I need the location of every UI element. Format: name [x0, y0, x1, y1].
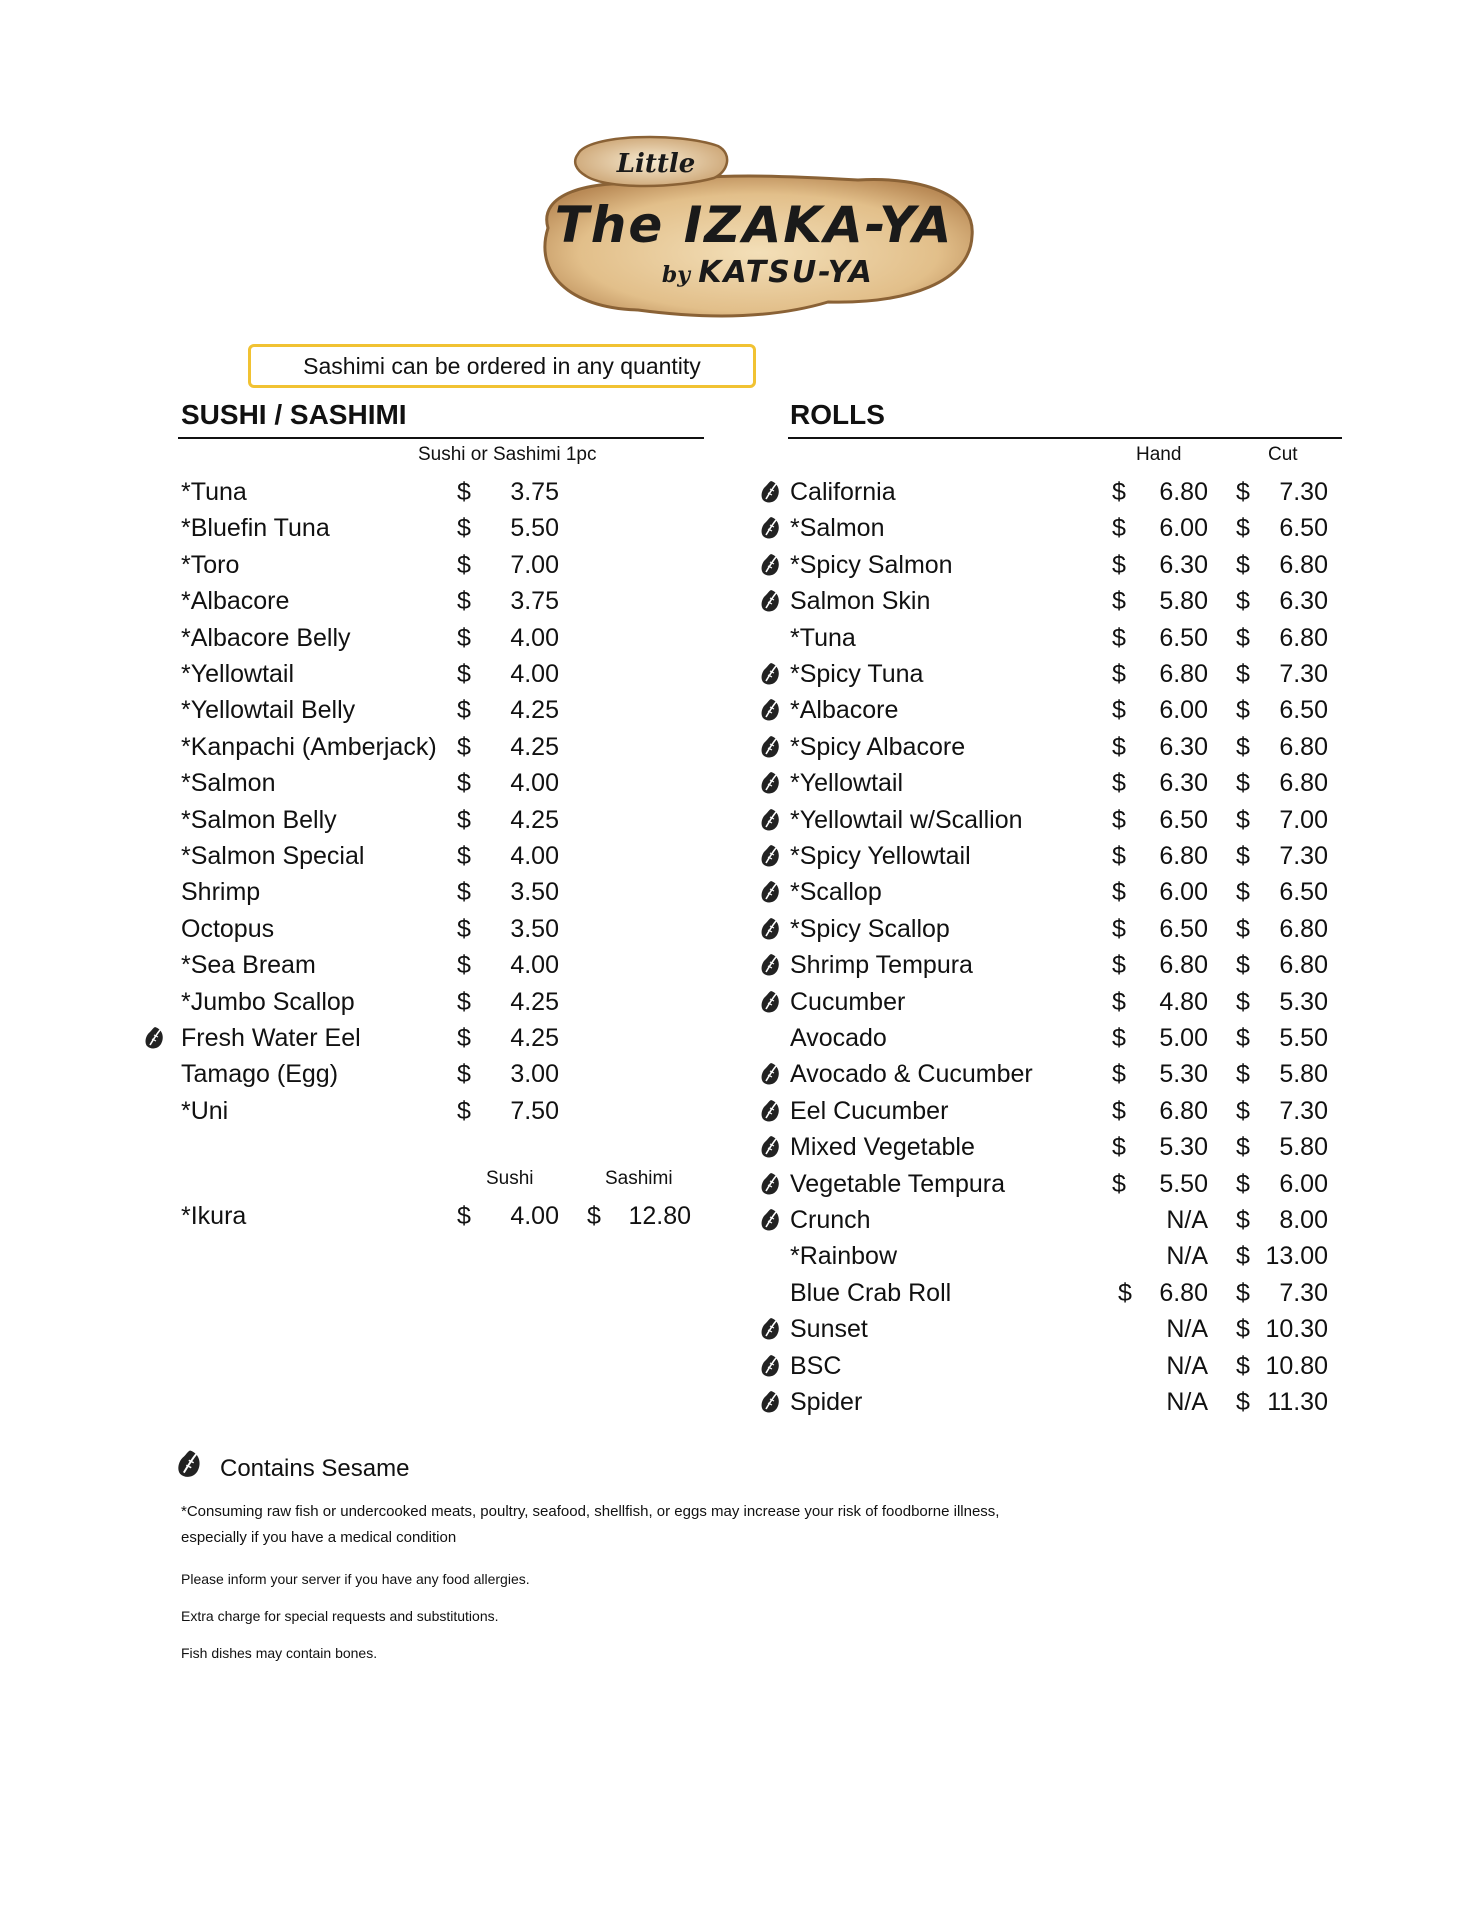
item-name: Sunset — [790, 1315, 868, 1344]
cut-price: 6.80 — [1279, 914, 1328, 943]
currency-symbol: $ — [1112, 514, 1126, 543]
sesame-leaf-icon — [760, 588, 782, 614]
item-price: 4.25 — [510, 696, 559, 725]
item-name: Salmon Skin — [790, 587, 931, 616]
currency-symbol: $ — [457, 951, 471, 980]
item-name: Shrimp Tempura — [790, 951, 973, 980]
currency-symbol: $ — [1236, 987, 1250, 1016]
item-price: 5.50 — [510, 514, 559, 543]
item-price: 4.00 — [510, 842, 559, 870]
currency-symbol: $ — [1236, 914, 1250, 943]
currency-symbol: $ — [457, 550, 471, 579]
item-name: *Rainbow — [790, 1242, 898, 1271]
sushi-item-row — [181, 656, 601, 692]
hand-price: 6.50 — [1159, 623, 1208, 652]
cut-price: 6.80 — [1279, 951, 1328, 980]
item-name: *Jumbo Scallop — [181, 987, 355, 1016]
roll-item-row — [790, 838, 1340, 874]
item-name: *Yellowtail Belly — [181, 696, 356, 725]
sushi-column-header: Sushi or Sashimi 1pc — [418, 444, 597, 465]
hand-price: 6.80 — [1159, 951, 1208, 980]
item-name: Tamago (Egg) — [181, 1060, 339, 1089]
cut-price: 7.30 — [1279, 1278, 1328, 1307]
item-price: 3.50 — [510, 878, 559, 907]
cut-price: 6.80 — [1279, 623, 1328, 652]
currency-symbol: $ — [1236, 1242, 1250, 1271]
currency-symbol: $ — [1112, 951, 1126, 980]
sesame-leaf-icon — [760, 952, 782, 978]
hand-price: 6.80 — [1159, 660, 1208, 688]
sesame-leaf-icon — [760, 916, 782, 942]
currency-symbol: $ — [1112, 914, 1126, 943]
item-price: 4.25 — [510, 987, 559, 1016]
currency-symbol: $ — [457, 842, 471, 870]
item-name: *Spicy Albacore — [790, 732, 966, 761]
currency-symbol: $ — [1236, 769, 1250, 798]
svg-text:Little: Little — [616, 149, 696, 179]
sesame-legend-label: Contains Sesame — [220, 1455, 410, 1482]
roll-item-row — [790, 547, 1340, 583]
currency-symbol: $ — [1112, 478, 1126, 506]
roll-item-row — [790, 984, 1340, 1020]
cut-price: 7.30 — [1279, 478, 1328, 506]
sushi-section-title: SUSHI / SASHIMI — [181, 399, 407, 430]
cut-price: 6.50 — [1279, 878, 1328, 907]
currency-symbol: $ — [1112, 1024, 1126, 1052]
item-name: *Spicy Scallop — [790, 914, 950, 943]
item-name: *Albacore Belly — [181, 623, 351, 652]
roll-item-row — [790, 1020, 1340, 1056]
sesame-leaf-icon — [176, 1448, 204, 1480]
currency-symbol: $ — [1236, 478, 1250, 506]
currency-symbol: $ — [1236, 1206, 1250, 1234]
item-name: Cucumber — [790, 987, 906, 1016]
item-price: 4.00 — [510, 623, 559, 652]
roll-item-row — [790, 765, 1340, 801]
item-name: *Spicy Salmon — [790, 550, 953, 579]
sesame-leaf-icon — [760, 661, 782, 687]
currency-symbol: $ — [457, 1096, 471, 1125]
sushi-item-row — [181, 838, 601, 874]
sushi-item-row — [181, 1020, 601, 1056]
cut-price: 6.50 — [1279, 514, 1328, 543]
sesame-leaf-icon — [760, 1098, 782, 1124]
roll-item-row — [790, 1202, 1340, 1238]
item-name: *Kanpachi (Amberjack) — [181, 732, 437, 761]
item-name: *Scallop — [790, 878, 882, 907]
hand-price: N/A — [1166, 1206, 1208, 1234]
item-price: 3.00 — [510, 1060, 559, 1089]
cut-price: 7.30 — [1279, 842, 1328, 870]
currency-symbol: $ — [457, 1202, 471, 1230]
currency-symbol: $ — [1236, 1315, 1250, 1344]
currency-symbol: $ — [1236, 550, 1250, 579]
currency-symbol: $ — [1112, 1096, 1126, 1125]
hand-price: 6.00 — [1159, 696, 1208, 725]
sushi-item-row — [181, 620, 601, 656]
currency-symbol: $ — [457, 769, 471, 798]
roll-item-row — [790, 1311, 1340, 1347]
currency-symbol: $ — [457, 732, 471, 761]
currency-symbol: $ — [1236, 1169, 1250, 1198]
currency-symbol: $ — [1236, 1060, 1250, 1089]
currency-symbol: $ — [1236, 587, 1250, 616]
currency-symbol: $ — [1112, 842, 1126, 870]
hand-price: 6.80 — [1159, 478, 1208, 506]
item-price: 4.00 — [510, 769, 559, 798]
roll-item-row — [790, 911, 1340, 947]
item-name: *Spicy Tuna — [790, 660, 924, 688]
sesame-leaf-icon — [760, 697, 782, 723]
sesame-leaf-icon — [760, 515, 782, 541]
currency-symbol: $ — [1112, 587, 1126, 616]
currency-symbol: $ — [1112, 732, 1126, 761]
item-name: BSC — [790, 1351, 842, 1380]
sushi-item-row — [181, 874, 601, 910]
svg-text:The IZAKA-YA: The IZAKA-YA — [554, 196, 954, 254]
currency-symbol: $ — [1112, 623, 1126, 652]
roll-item-row — [790, 510, 1340, 546]
currency-symbol: $ — [1112, 550, 1126, 579]
item-name: *Salmon — [181, 769, 276, 798]
item-price: 4.25 — [510, 732, 559, 761]
roll-item-row — [790, 692, 1340, 728]
sushi-item-row — [181, 729, 601, 765]
item-price: 3.50 — [510, 914, 559, 943]
roll-item-row — [790, 656, 1340, 692]
sushi-item-row — [181, 510, 601, 546]
cut-price: 6.80 — [1279, 550, 1328, 579]
roll-item-row — [790, 947, 1340, 983]
item-name: *Albacore — [790, 696, 899, 725]
item-name: Spider — [790, 1388, 863, 1416]
raw-food-warning-line1: *Consuming raw fish or undercooked meats, poultry, seafood, shellfish, or eggs may increase your risk of foodborne illness, — [181, 1503, 1000, 1520]
currency-symbol: $ — [457, 478, 471, 506]
ikura-row — [181, 1198, 701, 1234]
sushi-item-row — [181, 583, 601, 619]
sushi-item-row — [181, 692, 601, 728]
currency-symbol: $ — [457, 914, 471, 943]
roll-item-row — [790, 1275, 1340, 1311]
hand-price: 6.30 — [1159, 732, 1208, 761]
currency-symbol: $ — [1112, 878, 1126, 907]
currency-symbol: $ — [1236, 623, 1250, 652]
item-name: *Sea Bream — [181, 951, 316, 980]
sesame-leaf-icon — [760, 989, 782, 1015]
rolls-divider — [788, 437, 1342, 439]
item-price: 4.25 — [510, 1024, 559, 1052]
cut-price: 13.00 — [1265, 1242, 1328, 1271]
raw-food-warning-line2: especially if you have a medical condition — [181, 1529, 457, 1546]
sushi-item-row — [181, 765, 601, 801]
cut-price: 7.30 — [1279, 660, 1328, 688]
item-name: Avocado & Cucumber — [790, 1060, 1033, 1089]
currency-symbol: $ — [1236, 951, 1250, 980]
hand-price: N/A — [1166, 1351, 1208, 1380]
hand-price: 6.30 — [1159, 769, 1208, 798]
sesame-leaf-icon — [760, 479, 782, 505]
roll-item-row — [790, 874, 1340, 910]
roll-item-row — [790, 1056, 1340, 1092]
sesame-leaf-icon — [144, 1025, 166, 1051]
item-name: Shrimp — [181, 878, 261, 907]
currency-symbol: $ — [1236, 1096, 1250, 1125]
item-name: *Tuna — [181, 478, 247, 506]
currency-symbol: $ — [1236, 1024, 1250, 1052]
currency-symbol: $ — [1236, 1351, 1250, 1380]
sushi-item-row — [181, 947, 601, 983]
currency-symbol: $ — [1112, 696, 1126, 725]
currency-symbol: $ — [457, 660, 471, 688]
cut-price: 6.50 — [1279, 696, 1328, 725]
item-price: 3.75 — [510, 478, 559, 506]
item-name: *Salmon Belly — [181, 805, 337, 834]
roll-item-row — [790, 1093, 1340, 1129]
sushi-divider — [178, 437, 704, 439]
cut-price: 5.30 — [1279, 987, 1328, 1016]
item-price: 7.50 — [510, 1096, 559, 1125]
rolls-cut-header: Cut — [1268, 444, 1298, 465]
cut-price: 5.50 — [1279, 1024, 1328, 1052]
cut-price: 6.80 — [1279, 732, 1328, 761]
currency-symbol: $ — [457, 987, 471, 1016]
currency-symbol: $ — [1112, 1169, 1126, 1198]
cut-price: 7.00 — [1279, 805, 1328, 834]
item-name: *Yellowtail — [181, 660, 295, 688]
item-price: 4.00 — [510, 660, 559, 688]
ikura-sushi-price: 4.00 — [510, 1202, 559, 1230]
item-price: 3.75 — [510, 587, 559, 616]
ikura-sashimi-price: 12.80 — [628, 1202, 691, 1230]
item-name: California — [790, 478, 896, 506]
hand-price: 6.00 — [1159, 878, 1208, 907]
item-name: Eel Cucumber — [790, 1096, 949, 1125]
item-name: *Bluefin Tuna — [181, 514, 330, 543]
cut-price: 5.80 — [1279, 1060, 1328, 1089]
hand-price: 6.80 — [1159, 1278, 1208, 1307]
item-name: *Albacore — [181, 587, 290, 616]
roll-item-row — [790, 729, 1340, 765]
sesame-leaf-icon — [760, 552, 782, 578]
sushi-item-row — [181, 474, 601, 510]
rolls-hand-header: Hand — [1136, 444, 1182, 465]
svg-text:by: by — [661, 262, 691, 288]
roll-item-row — [790, 1129, 1340, 1165]
roll-item-row — [790, 1348, 1340, 1384]
cut-price: 11.30 — [1267, 1388, 1328, 1416]
currency-symbol: $ — [1236, 732, 1250, 761]
cut-price: 7.30 — [1279, 1096, 1328, 1125]
currency-symbol: $ — [457, 623, 471, 652]
cut-price: 10.80 — [1265, 1351, 1328, 1380]
currency-symbol: $ — [1236, 878, 1250, 907]
sesame-leaf-icon — [760, 1171, 782, 1197]
hand-price: 5.80 — [1159, 587, 1208, 616]
currency-symbol: $ — [457, 696, 471, 725]
cut-price: 5.80 — [1279, 1133, 1328, 1162]
sesame-leaf-icon — [760, 1207, 782, 1233]
currency-symbol: $ — [1236, 1278, 1250, 1307]
sushi-item-row — [181, 1093, 601, 1129]
sushi-item-row — [181, 1056, 601, 1092]
currency-symbol: $ — [457, 514, 471, 543]
cut-price: 6.00 — [1279, 1169, 1328, 1198]
item-name: *Yellowtail — [790, 769, 904, 798]
sesame-leaf-icon — [760, 879, 782, 905]
item-name: *Yellowtail w/Scallion — [790, 805, 1023, 834]
roll-item-row — [790, 1238, 1340, 1274]
roll-item-row — [790, 802, 1340, 838]
hand-price: 4.80 — [1159, 987, 1208, 1016]
currency-symbol: $ — [457, 1024, 471, 1052]
currency-symbol: $ — [1236, 842, 1250, 870]
currency-symbol: $ — [457, 878, 471, 907]
extra-charge-notice: Extra charge for special requests and substitutions. — [181, 1608, 499, 1624]
sushi-item-row — [181, 802, 601, 838]
roll-item-row — [790, 620, 1340, 656]
currency-symbol: $ — [1112, 1060, 1126, 1089]
cut-price: 6.80 — [1279, 769, 1328, 798]
sashimi-quantity-notice: Sashimi can be ordered in any quantity — [248, 344, 756, 388]
sushi-item-row — [181, 984, 601, 1020]
item-name: *Ikura — [181, 1202, 247, 1230]
sushi-item-row — [181, 911, 601, 947]
item-name: *Toro — [181, 550, 240, 579]
hand-price: 6.00 — [1159, 514, 1208, 543]
currency-symbol: $ — [1118, 1278, 1132, 1307]
sesame-leaf-icon — [760, 843, 782, 869]
item-name: *Salmon — [790, 514, 885, 543]
bones-notice: Fish dishes may contain bones. — [181, 1645, 378, 1661]
item-name: *Tuna — [790, 623, 856, 652]
item-name: *Salmon Special — [181, 842, 365, 870]
cut-price: 8.00 — [1279, 1206, 1328, 1234]
roll-item-row — [790, 1384, 1340, 1420]
item-name: *Uni — [181, 1096, 229, 1125]
ikura-sashimi-header: Sashimi — [605, 1168, 673, 1189]
sesame-leaf-icon — [760, 1389, 782, 1415]
currency-symbol: $ — [1112, 769, 1126, 798]
currency-symbol: $ — [1236, 1133, 1250, 1162]
hand-price: 5.50 — [1159, 1169, 1208, 1198]
item-price: 4.25 — [510, 805, 559, 834]
item-name: Fresh Water Eel — [181, 1024, 361, 1052]
sesame-leaf-icon — [760, 1061, 782, 1087]
hand-price: 6.50 — [1159, 914, 1208, 943]
currency-symbol: $ — [1112, 1133, 1126, 1162]
item-name: Avocado — [790, 1024, 887, 1052]
item-price: 4.00 — [510, 951, 559, 980]
item-name: Crunch — [790, 1206, 871, 1234]
hand-price: 5.30 — [1159, 1133, 1208, 1162]
sesame-leaf-icon — [760, 1316, 782, 1342]
sushi-item-row — [181, 547, 601, 583]
rolls-section-title: ROLLS — [790, 399, 885, 430]
sesame-leaf-icon — [760, 1353, 782, 1379]
hand-price: 6.80 — [1159, 842, 1208, 870]
ikura-sushi-header: Sushi — [486, 1168, 534, 1189]
currency-symbol: $ — [1236, 805, 1250, 834]
hand-price: N/A — [1166, 1388, 1208, 1416]
roll-item-row — [790, 583, 1340, 619]
sesame-leaf-icon — [760, 807, 782, 833]
item-name: *Spicy Yellowtail — [790, 842, 971, 870]
currency-symbol: $ — [1236, 1388, 1250, 1416]
hand-price: 5.30 — [1159, 1060, 1208, 1089]
restaurant-logo — [528, 132, 980, 328]
roll-item-row — [790, 474, 1340, 510]
currency-symbol: $ — [457, 587, 471, 616]
sesame-leaf-icon — [760, 734, 782, 760]
item-name: Vegetable Tempura — [790, 1169, 1005, 1198]
hand-price: 5.00 — [1159, 1024, 1208, 1052]
currency-symbol: $ — [457, 805, 471, 834]
allergy-notice: Please inform your server if you have any food allergies. — [181, 1571, 530, 1587]
item-name: Blue Crab Roll — [790, 1278, 952, 1307]
hand-price: N/A — [1166, 1242, 1208, 1271]
cut-price: 6.30 — [1279, 587, 1328, 616]
sesame-leaf-icon — [760, 770, 782, 796]
currency-symbol: $ — [1236, 696, 1250, 725]
svg-text:KATSU-YA: KATSU-YA — [698, 255, 874, 290]
item-name: Octopus — [181, 914, 275, 943]
roll-item-row — [790, 1166, 1340, 1202]
currency-symbol: $ — [1236, 514, 1250, 543]
currency-symbol: $ — [1112, 805, 1126, 834]
currency-symbol: $ — [587, 1202, 601, 1230]
hand-price: 6.80 — [1159, 1096, 1208, 1125]
currency-symbol: $ — [1112, 987, 1126, 1016]
item-price: 7.00 — [510, 550, 559, 579]
cut-price: 10.30 — [1265, 1315, 1328, 1344]
currency-symbol: $ — [1236, 660, 1250, 688]
hand-price: 6.50 — [1159, 805, 1208, 834]
currency-symbol: $ — [1112, 660, 1126, 688]
currency-symbol: $ — [457, 1060, 471, 1089]
hand-price: N/A — [1166, 1315, 1208, 1344]
item-name: Mixed Vegetable — [790, 1133, 975, 1162]
sesame-leaf-icon — [760, 1134, 782, 1160]
hand-price: 6.30 — [1159, 550, 1208, 579]
